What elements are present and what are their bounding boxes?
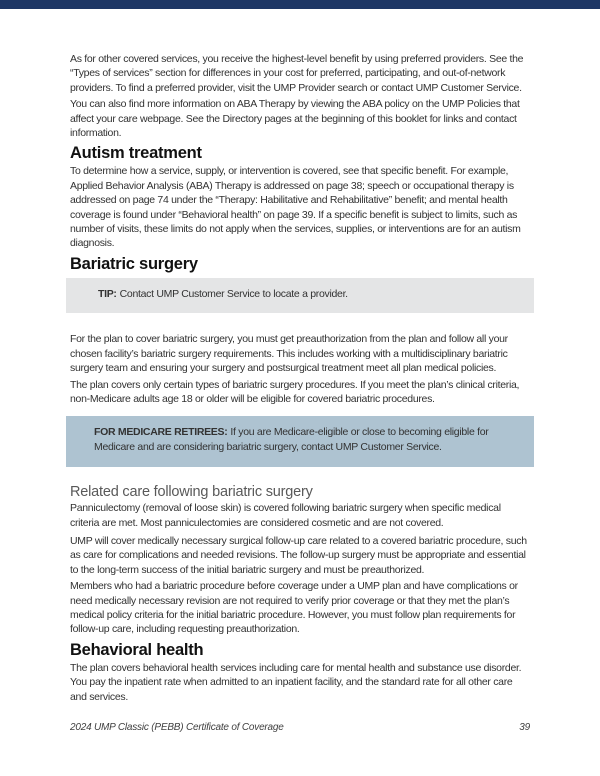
behavioral-health-paragraph: The plan covers behavioral health services including care for mental health and substance use disorder. You pay the inpatient rate when admitted to an inpatient facility, and the standard rate for all other care and services. [70, 661, 522, 703]
intro-paragraph-2: You can also find more information on ABA Therapy by viewing the ABA policy on the UMP Policies that affect your care webpage. See the Directory pages at the beginning of this booklet for links and contact information. [70, 98, 520, 140]
bariatric-surgery-heading: Bariatric surgery [70, 254, 198, 273]
autism-treatment-heading: Autism treatment [70, 144, 202, 163]
bariatric-paragraph-1: For the plan to cover bariatric surgery, you must get preauthorization from the plan and follow all your chosen facility’s bariatric surgery requirements. This includes working with a multidisciplinary bariatric surgery team and ensuring your surgery and postsurgical treatment meet all plan medical policies. [70, 333, 508, 375]
related-care-paragraph-3: Members who had a bariatric procedure before coverage under a UMP plan and have complications or need medically necessary revision are not required to verify prior coverage or that they met the plan’s medical policy criteria for the initial bariatric procedure. However, you must follow plan requirements for follow-up care, including requesting preauthorization. [70, 580, 518, 636]
related-care-paragraph-2: UMP will cover medically necessary surgical follow-up care related to a covered bariatric procedure, such as care for complications and needed revisions. The follow-up surgery must be appropriate and essential to the long-term success of the initial bariatric surgery and must be preauthorized. [70, 534, 527, 576]
footer-page-number: 39 [519, 722, 530, 733]
tip-label: TIP: [98, 287, 117, 300]
behavioral-health-heading: Behavioral health [70, 640, 204, 659]
footer-document-title: 2024 UMP Classic (PEBB) Certificate of Coverage [70, 722, 284, 733]
page-footer [70, 721, 530, 735]
medicare-notice-label: FOR MEDICARE RETIREES: [94, 426, 228, 439]
bariatric-paragraph-2: The plan covers only certain types of bariatric surgery procedures. If you meet the plan’s clinical criteria, non-Medicare adults age 18 or older will be eligible for covered bariatric procedures. [70, 378, 520, 405]
medicare-retirees-notice-box [66, 416, 534, 467]
medicare-notice-text: If you are Medicare-eligible or close to becoming eligible for Medicare and are considering bariatric surgery, contact UMP Customer Service. [94, 426, 489, 453]
autism-treatment-paragraph: To determine how a service, supply, or intervention is covered, see that specific benefit. For example, Applied Behavior Analysis (ABA) Therapy is addressed on page 38; speech or occupational therapy is addressed on page 74 under the “Therapy: Habilitative and Rehabilitative” benefit; and mental health coverage is found under “Behavioral health” on page 39. If a specific benefit is subject to limits, such as number of visits, these limits do not apply when the services, supplies, or interventions are for an autism diagnosis. [70, 165, 521, 250]
related-care-subheading: Related care following bariatric surgery [70, 484, 313, 501]
tip-callout-box [66, 278, 534, 313]
tip-text: Contact UMP Customer Service to locate a provider. [119, 287, 348, 300]
page-top-accent-bar [0, 0, 600, 9]
related-care-paragraph-1: Panniculectomy (removal of loose skin) is covered following bariatric surgery when specific medical criteria are met. Most panniculectomies are considered cosmetic and are not covered. [70, 502, 501, 529]
intro-paragraph-1: As for other covered services, you receive the highest-level benefit by using preferred providers. See the “Types of services” section for differences in your cost for preferred, participating, and out-of-network providers. To find a preferred provider, visit the UMP Provider search or contact UMP Customer Service. [70, 53, 524, 94]
